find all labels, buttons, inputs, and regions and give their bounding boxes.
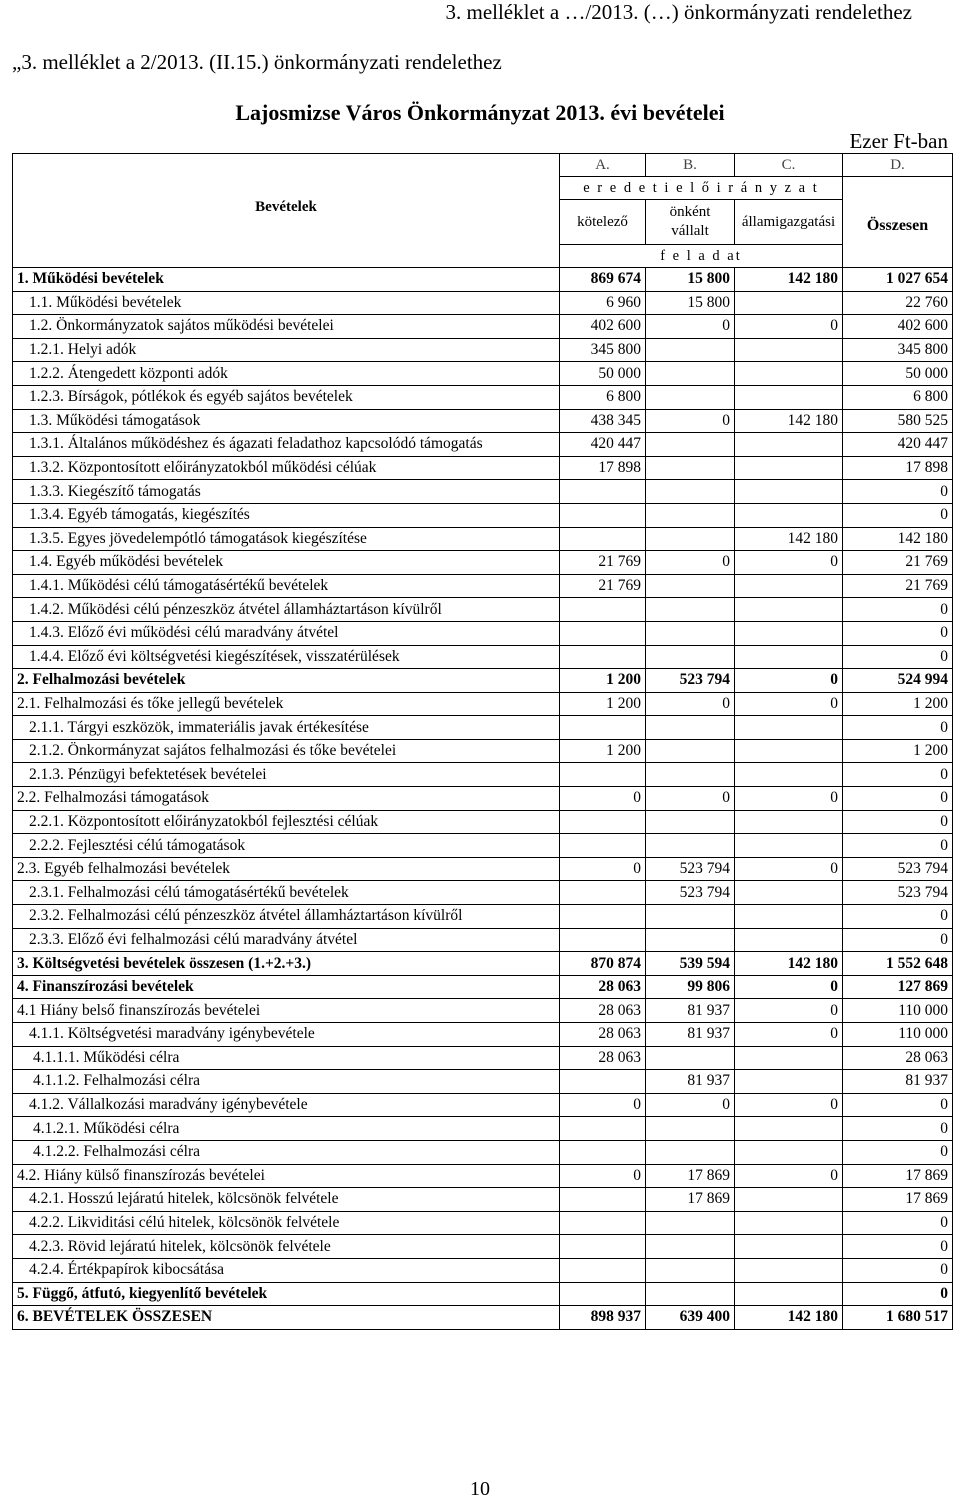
- table-row: [13, 1188, 953, 1212]
- value-mandatory: 0: [560, 857, 646, 881]
- value-mandatory: 17 898: [560, 456, 646, 480]
- value-voluntary: [646, 1258, 735, 1282]
- value-total: 1 027 654: [843, 268, 953, 292]
- value-total: 0: [843, 1258, 953, 1282]
- row-label: 4.1.2.2. Felhalmozási célra: [13, 1140, 560, 1164]
- value-state-admin: [735, 385, 843, 409]
- value-mandatory: 6 960: [560, 291, 646, 315]
- value-voluntary: [646, 739, 735, 763]
- value-voluntary: 15 800: [646, 268, 735, 292]
- row-label: 1.4.1. Működési célú támogatásértékű bevételek: [13, 574, 560, 598]
- table-row: [13, 574, 953, 598]
- row-label: 2.1.3. Pénzügyi befektetések bevételei: [13, 763, 560, 787]
- table-row: [13, 716, 953, 740]
- value-voluntary: [646, 503, 735, 527]
- value-mandatory: [560, 1070, 646, 1094]
- value-voluntary: [646, 621, 735, 645]
- table-row: [13, 1211, 953, 1235]
- row-label: 1.4.2. Működési célú pénzeszköz átvétel államháztartáson kívülről: [13, 598, 560, 622]
- value-total: 0: [843, 480, 953, 504]
- value-mandatory: 21 769: [560, 574, 646, 598]
- row-label: 4. Finanszírozási bevételek: [13, 975, 560, 999]
- value-voluntary: [646, 480, 735, 504]
- row-label: 1.3.3. Kiegészítő támogatás: [13, 480, 560, 504]
- value-total: 580 525: [843, 409, 953, 433]
- row-label: 5. Függő, átfutó, kiegyenlítő bevételek: [13, 1282, 560, 1306]
- value-mandatory: 420 447: [560, 433, 646, 457]
- value-total: 1 552 648: [843, 952, 953, 976]
- value-state-admin: [735, 503, 843, 527]
- value-state-admin: [735, 763, 843, 787]
- value-state-admin: [735, 928, 843, 952]
- table-row: [13, 763, 953, 787]
- value-total: 0: [843, 598, 953, 622]
- value-total: 17 898: [843, 456, 953, 480]
- row-label: 4.1.2. Vállalkozási maradvány igénybevétele: [13, 1093, 560, 1117]
- table-row: [13, 669, 953, 693]
- value-state-admin: 0: [735, 1093, 843, 1117]
- row-label: 1.2.2. Átengedett központi adók: [13, 362, 560, 386]
- table-row: [13, 645, 953, 669]
- value-state-admin: 142 180: [735, 952, 843, 976]
- row-label: 1.4.3. Előző évi működési célú maradvány átvétel: [13, 621, 560, 645]
- table-row: [13, 857, 953, 881]
- table-row: [13, 999, 953, 1023]
- value-total: 0: [843, 810, 953, 834]
- value-total: 0: [843, 1211, 953, 1235]
- table-row: [13, 456, 953, 480]
- value-state-admin: [735, 621, 843, 645]
- value-voluntary: [646, 905, 735, 929]
- value-mandatory: [560, 480, 646, 504]
- value-state-admin: 0: [735, 975, 843, 999]
- value-mandatory: [560, 598, 646, 622]
- row-label: 1.3.5. Egyes jövedelempótló támogatások kiegészítése: [13, 527, 560, 551]
- value-total: 0: [843, 928, 953, 952]
- value-state-admin: [735, 1046, 843, 1070]
- row-label: 2.2.1. Központosított előirányzatokból fejlesztési célúak: [13, 810, 560, 834]
- row-label: 1.3.1. Általános működéshez és ágazati feladathoz kapcsolódó támogatás: [13, 433, 560, 457]
- value-state-admin: 0: [735, 551, 843, 575]
- column-letter-row: [13, 154, 953, 177]
- table-row: [13, 1235, 953, 1259]
- value-voluntary: 81 937: [646, 999, 735, 1023]
- value-mandatory: 438 345: [560, 409, 646, 433]
- table-row: [13, 1023, 953, 1047]
- value-total: 345 800: [843, 338, 953, 362]
- value-total: 0: [843, 905, 953, 929]
- value-voluntary: 15 800: [646, 291, 735, 315]
- value-mandatory: 0: [560, 1093, 646, 1117]
- value-state-admin: [735, 881, 843, 905]
- value-voluntary: [646, 1046, 735, 1070]
- value-total: 81 937: [843, 1070, 953, 1094]
- value-total: 110 000: [843, 1023, 953, 1047]
- value-mandatory: [560, 1258, 646, 1282]
- table-row: [13, 787, 953, 811]
- value-voluntary: 0: [646, 315, 735, 339]
- row-label: 1.3.4. Egyéb támogatás, kiegészítés: [13, 503, 560, 527]
- value-state-admin: 0: [735, 1023, 843, 1047]
- table-row: [13, 1306, 953, 1330]
- value-state-admin: [735, 1070, 843, 1094]
- value-total: 50 000: [843, 362, 953, 386]
- value-mandatory: 50 000: [560, 362, 646, 386]
- value-total: 0: [843, 621, 953, 645]
- value-mandatory: [560, 834, 646, 858]
- value-voluntary: 81 937: [646, 1023, 735, 1047]
- value-total: 524 994: [843, 669, 953, 693]
- value-total: 28 063: [843, 1046, 953, 1070]
- value-total: 6 800: [843, 385, 953, 409]
- top-left-annex-note: „3. melléklet a 2/2013. (II.15.) önkormányzati rendelethez: [12, 50, 502, 74]
- value-mandatory: [560, 1188, 646, 1212]
- row-label: 4.1.1.2. Felhalmozási célra: [13, 1070, 560, 1094]
- value-state-admin: 0: [735, 315, 843, 339]
- row-label: 2.2.2. Fejlesztési célú támogatások: [13, 834, 560, 858]
- value-voluntary: 17 869: [646, 1164, 735, 1188]
- value-mandatory: 1 200: [560, 669, 646, 693]
- value-total: 0: [843, 1140, 953, 1164]
- value-mandatory: 0: [560, 1164, 646, 1188]
- value-total: 523 794: [843, 857, 953, 881]
- total-column-header: Összesen: [843, 177, 953, 268]
- value-mandatory: 870 874: [560, 952, 646, 976]
- value-voluntary: 0: [646, 551, 735, 575]
- table-row: [13, 362, 953, 386]
- row-label: 4.1.1.1. Működési célra: [13, 1046, 560, 1070]
- table-row: [13, 409, 953, 433]
- value-total: 0: [843, 716, 953, 740]
- col-letter-c: C.: [735, 154, 843, 177]
- table-row: [13, 338, 953, 362]
- row-label: 3. Költségvetési bevételek összesen (1.+2.+3.): [13, 952, 560, 976]
- col-letter-a: A.: [560, 154, 646, 177]
- table-row: [13, 1140, 953, 1164]
- task-header: f e l a d at: [560, 245, 843, 268]
- value-total: 420 447: [843, 433, 953, 457]
- value-voluntary: 0: [646, 692, 735, 716]
- row-label: 4.2.4. Értékpapírok kibocsátása: [13, 1258, 560, 1282]
- value-state-admin: [735, 716, 843, 740]
- table-row: [13, 268, 953, 292]
- value-mandatory: [560, 527, 646, 551]
- value-total: 0: [843, 1093, 953, 1117]
- value-voluntary: [646, 1235, 735, 1259]
- value-mandatory: 869 674: [560, 268, 646, 292]
- value-state-admin: [735, 362, 843, 386]
- value-total: 0: [843, 763, 953, 787]
- value-mandatory: 21 769: [560, 551, 646, 575]
- unit-label: Ezer Ft-ban: [849, 129, 948, 153]
- value-total: 0: [843, 1235, 953, 1259]
- mandatory-column-header: kötelező: [560, 200, 646, 245]
- table-row: [13, 1164, 953, 1188]
- row-label: 4.2.3. Rövid lejáratú hitelek, kölcsönök felvétele: [13, 1235, 560, 1259]
- value-voluntary: [646, 362, 735, 386]
- row-label: 2.3.3. Előző évi felhalmozási célú maradvány átvétel: [13, 928, 560, 952]
- row-label: 2.3. Egyéb felhalmozási bevételek: [13, 857, 560, 881]
- value-state-admin: [735, 338, 843, 362]
- value-voluntary: 0: [646, 409, 735, 433]
- value-mandatory: [560, 1235, 646, 1259]
- value-mandatory: 28 063: [560, 975, 646, 999]
- value-state-admin: [735, 1282, 843, 1306]
- table-row: [13, 928, 953, 952]
- table-row: [13, 1117, 953, 1141]
- value-state-admin: 0: [735, 999, 843, 1023]
- value-total: 1 680 517: [843, 1306, 953, 1330]
- row-label: 4.1.1. Költségvetési maradvány igénybevétele: [13, 1023, 560, 1047]
- state-admin-column-header: államigazgatási: [735, 200, 843, 245]
- value-state-admin: [735, 810, 843, 834]
- table-row: [13, 905, 953, 929]
- row-label: 1.3. Működési támogatások: [13, 409, 560, 433]
- value-state-admin: 142 180: [735, 409, 843, 433]
- original-appropriation-header: e r e d e t i e l ő i r á n y z a t: [560, 177, 843, 200]
- value-state-admin: [735, 291, 843, 315]
- row-label: 1.4. Egyéb működési bevételek: [13, 551, 560, 575]
- row-label: 2.1. Felhalmozási és tőke jellegű bevételek: [13, 692, 560, 716]
- row-label: 4.2. Hiány külső finanszírozás bevételei: [13, 1164, 560, 1188]
- value-voluntary: 523 794: [646, 669, 735, 693]
- row-label: 6. BEVÉTELEK ÖSSZESEN: [13, 1306, 560, 1330]
- value-voluntary: [646, 574, 735, 598]
- table-row: [13, 834, 953, 858]
- value-mandatory: [560, 763, 646, 787]
- value-mandatory: 0: [560, 787, 646, 811]
- value-total: 402 600: [843, 315, 953, 339]
- value-total: 110 000: [843, 999, 953, 1023]
- value-voluntary: [646, 385, 735, 409]
- row-label: 4.2.1. Hosszú lejáratú hitelek, kölcsönök felvétele: [13, 1188, 560, 1212]
- value-mandatory: [560, 645, 646, 669]
- value-mandatory: [560, 503, 646, 527]
- value-state-admin: 0: [735, 857, 843, 881]
- table-row: [13, 551, 953, 575]
- value-state-admin: 0: [735, 787, 843, 811]
- value-state-admin: [735, 433, 843, 457]
- value-total: 22 760: [843, 291, 953, 315]
- value-voluntary: [646, 527, 735, 551]
- value-voluntary: [646, 1117, 735, 1141]
- row-label: 4.2.2. Likviditási célú hitelek, kölcsönök felvétele: [13, 1211, 560, 1235]
- value-state-admin: [735, 1258, 843, 1282]
- value-mandatory: [560, 1211, 646, 1235]
- top-right-annex-note: 3. melléklet a …/2013. (…) önkormányzati rendelethez: [445, 0, 912, 24]
- table-row: [13, 1046, 953, 1070]
- value-state-admin: [735, 598, 843, 622]
- value-total: 17 869: [843, 1164, 953, 1188]
- row-label: 1. Működési bevételek: [13, 268, 560, 292]
- value-total: 1 200: [843, 692, 953, 716]
- col-letter-b: B.: [646, 154, 735, 177]
- row-label: 1.2.1. Helyi adók: [13, 338, 560, 362]
- value-voluntary: 523 794: [646, 857, 735, 881]
- value-state-admin: [735, 1188, 843, 1212]
- value-voluntary: 539 594: [646, 952, 735, 976]
- value-state-admin: 0: [735, 692, 843, 716]
- table-row: [13, 810, 953, 834]
- value-voluntary: 523 794: [646, 881, 735, 905]
- row-label: 1.2. Önkormányzatok sajátos működési bevételei: [13, 315, 560, 339]
- table-row: [13, 291, 953, 315]
- value-voluntary: [646, 1140, 735, 1164]
- value-mandatory: 28 063: [560, 999, 646, 1023]
- value-mandatory: [560, 621, 646, 645]
- value-total: 17 869: [843, 1188, 953, 1212]
- value-total: 142 180: [843, 527, 953, 551]
- table-row: [13, 952, 953, 976]
- value-total: 0: [843, 645, 953, 669]
- voluntary-column-header: önként vállalt: [646, 200, 735, 245]
- table-row: [13, 1070, 953, 1094]
- value-voluntary: [646, 1211, 735, 1235]
- value-voluntary: 99 806: [646, 975, 735, 999]
- table-row: [13, 480, 953, 504]
- value-voluntary: [646, 433, 735, 457]
- table-row: [13, 433, 953, 457]
- row-label: 1.3.2. Központosított előirányzatokból működési célúak: [13, 456, 560, 480]
- row-label: 2.1.1. Tárgyi eszközök, immateriális javak értékesítése: [13, 716, 560, 740]
- col-letter-d: D.: [843, 154, 953, 177]
- row-label: 2.3.2. Felhalmozási célú pénzeszköz átvétel államháztartáson kívülről: [13, 905, 560, 929]
- table-row: [13, 527, 953, 551]
- table-row: [13, 1258, 953, 1282]
- value-mandatory: 1 200: [560, 739, 646, 763]
- value-voluntary: 0: [646, 1093, 735, 1117]
- value-voluntary: [646, 834, 735, 858]
- label-column-header: Bevételek: [13, 154, 560, 268]
- value-total: 0: [843, 1282, 953, 1306]
- table-row: [13, 598, 953, 622]
- value-mandatory: 402 600: [560, 315, 646, 339]
- value-state-admin: [735, 739, 843, 763]
- value-state-admin: 142 180: [735, 527, 843, 551]
- row-label: 2.1.2. Önkormányzat sajátos felhalmozási és tőke bevételei: [13, 739, 560, 763]
- row-label: 1.1. Működési bevételek: [13, 291, 560, 315]
- table-row: [13, 1093, 953, 1117]
- row-label: 4.1 Hiány belső finanszírozás bevételei: [13, 999, 560, 1023]
- value-mandatory: 1 200: [560, 692, 646, 716]
- value-state-admin: [735, 1235, 843, 1259]
- value-mandatory: 6 800: [560, 385, 646, 409]
- value-total: 0: [843, 834, 953, 858]
- table-row: [13, 692, 953, 716]
- value-voluntary: 17 869: [646, 1188, 735, 1212]
- value-voluntary: 81 937: [646, 1070, 735, 1094]
- value-mandatory: [560, 1140, 646, 1164]
- revenue-table: [12, 153, 953, 1330]
- value-voluntary: [646, 763, 735, 787]
- row-label: 4.1.2.1. Működési célra: [13, 1117, 560, 1141]
- value-mandatory: 898 937: [560, 1306, 646, 1330]
- page-number: 10: [470, 1478, 490, 1500]
- value-voluntary: 0: [646, 787, 735, 811]
- value-state-admin: [735, 456, 843, 480]
- value-mandatory: 28 063: [560, 1023, 646, 1047]
- table-row: [13, 621, 953, 645]
- value-mandatory: [560, 810, 646, 834]
- page-title: Lajosmizse Város Önkormányzat 2013. évi bevételei: [235, 100, 725, 125]
- value-mandatory: [560, 1282, 646, 1306]
- table-row: [13, 315, 953, 339]
- value-total: 1 200: [843, 739, 953, 763]
- value-state-admin: [735, 1211, 843, 1235]
- value-mandatory: 345 800: [560, 338, 646, 362]
- row-label: 2.3.1. Felhalmozási célú támogatásértékű bevételek: [13, 881, 560, 905]
- value-total: 0: [843, 1117, 953, 1141]
- value-mandatory: [560, 881, 646, 905]
- value-voluntary: [646, 716, 735, 740]
- value-state-admin: [735, 480, 843, 504]
- value-mandatory: [560, 1117, 646, 1141]
- value-state-admin: 142 180: [735, 1306, 843, 1330]
- value-state-admin: [735, 905, 843, 929]
- table-row: [13, 1282, 953, 1306]
- value-state-admin: 0: [735, 1164, 843, 1188]
- value-voluntary: [646, 810, 735, 834]
- table-row: [13, 385, 953, 409]
- row-label: 2.2. Felhalmozási támogatások: [13, 787, 560, 811]
- value-total: 523 794: [843, 881, 953, 905]
- value-mandatory: [560, 905, 646, 929]
- table-row: [13, 975, 953, 999]
- row-label: 2. Felhalmozási bevételek: [13, 669, 560, 693]
- value-state-admin: 0: [735, 669, 843, 693]
- value-voluntary: [646, 598, 735, 622]
- row-label: 1.4.4. Előző évi költségvetési kiegészítések, visszatérülések: [13, 645, 560, 669]
- value-voluntary: [646, 645, 735, 669]
- value-voluntary: [646, 928, 735, 952]
- table-row: [13, 881, 953, 905]
- value-mandatory: [560, 928, 646, 952]
- value-state-admin: [735, 1140, 843, 1164]
- row-label: 1.2.3. Bírságok, pótlékok és egyéb sajátos bevételek: [13, 385, 560, 409]
- value-total: 0: [843, 503, 953, 527]
- value-state-admin: [735, 574, 843, 598]
- value-mandatory: [560, 716, 646, 740]
- value-state-admin: 142 180: [735, 268, 843, 292]
- table-row: [13, 739, 953, 763]
- value-voluntary: [646, 338, 735, 362]
- value-total: 127 869: [843, 975, 953, 999]
- value-voluntary: 639 400: [646, 1306, 735, 1330]
- value-voluntary: [646, 456, 735, 480]
- table-row: [13, 503, 953, 527]
- value-total: 21 769: [843, 551, 953, 575]
- value-mandatory: 28 063: [560, 1046, 646, 1070]
- value-total: 21 769: [843, 574, 953, 598]
- value-state-admin: [735, 645, 843, 669]
- value-voluntary: [646, 1282, 735, 1306]
- value-state-admin: [735, 1117, 843, 1141]
- value-state-admin: [735, 834, 843, 858]
- value-total: 0: [843, 787, 953, 811]
